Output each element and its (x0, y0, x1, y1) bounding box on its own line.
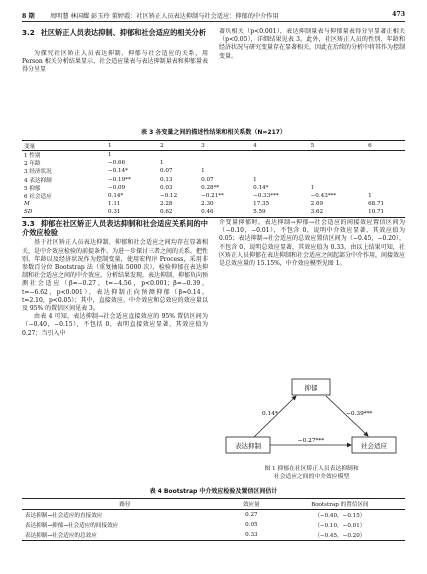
table-cell: 0.14* (108, 193, 124, 200)
caption-line: 图 1 抑郁在社区矫正人员表达抑制和 (264, 466, 359, 472)
table-cell: 2.28 (160, 201, 173, 208)
table-cell: 2.69 (310, 201, 324, 208)
table-row (22, 520, 405, 530)
table-cell (251, 151, 308, 160)
table-cell (366, 151, 405, 160)
table-row (22, 184, 405, 192)
table-header-row (22, 499, 405, 510)
section-heading: 3.2 社区矫正人员表达抑制、抑郁和社会适应的相关分析 (22, 28, 207, 37)
page-number: 473 (392, 11, 405, 18)
table-4 (22, 498, 405, 541)
paragraph: 由表 4 可知，表达抑制→社会适应直接效应的 95% 置信区间为（−0.40，−0.15），不包括 0，表明直接效应显著，其效应值为 0.27；当引入中 (22, 313, 208, 337)
table-cell (309, 151, 366, 160)
table-cell: 表达抑制→社会适应的直接效应 (25, 513, 103, 519)
paragraph: 基于社区矫正人员表达抑制、抑郁和社会适应之间均存在显著相关，是中介效应检验的前提条件。为进一步探讨三者之间的关系，把性别、年龄以及经济状况作为控制变量，使用宏程序 Process，采用非参数百分位 Bootstrap 法（重复抽取 5000 次），检验抑郁在表达抑制和社会适应之间的中介效应。分析结果发现，表达抑制、抑郁负向预测社会适应（β=−0.27，t=−4.56，p<0.001；β=−0.39，t=−6.62，p<0.001），表达抑制正向预测抑郁（β=0.14，t=2.10，p<0.05）；其中，直接效应、中介效应和总效应的效应量以及 95% 的置信区间见表 3。 (22, 239, 208, 313)
table-cell: 0.05 (245, 522, 258, 528)
table-cell: 1 (108, 152, 112, 159)
table-cell: 1 (310, 184, 315, 191)
table-cell: 1 (253, 176, 257, 183)
table-header: 3 (199, 141, 251, 151)
table-cell: 0.14* (253, 184, 269, 191)
figure-1-caption (218, 465, 405, 481)
table-row (22, 151, 405, 160)
table-header: 路径 (22, 499, 228, 510)
table-cell: 1 (368, 193, 372, 200)
table-cell (309, 167, 366, 175)
section-3-2-body-left (22, 50, 208, 122)
path-a-coef: 0.14* (262, 411, 278, 417)
mediator-label: 抑郁 (304, 384, 318, 392)
table-cell: （−0.45，−0.20） (275, 530, 405, 541)
table-cell: 0.28** (201, 184, 220, 191)
table-cell: 17.35 (253, 201, 270, 208)
table-cell: 表达抑制→社会适应的总效应 (22, 530, 228, 541)
table-cell: 4 表达抑制 (24, 177, 52, 184)
table-cell: 1.11 (108, 201, 121, 208)
table-cell: −0.19** (108, 176, 131, 183)
section-3-3 (22, 219, 208, 471)
table-cell (199, 159, 251, 167)
table-cell: 10.71 (366, 208, 405, 217)
paragraph: 介变量抑郁时，表达抑制→抑郁→社会适应的间接效应置信区间为（−0.10，−0.01），不包含 0，说明中介效应显著，其效应值为 0.05；表达抑制→社会适应的总效应置信区间为（−0.45，−0.20），不包含 0，说明总效应显著，其效应值为 0.33。由以上结果可知，社区矫正人员抑郁在表达抑制和社会适应之间起部分中介作用，间接效应是总效应量的 15.15%，中介效应模型见图 1。 (219, 219, 405, 268)
table-cell: 1 (201, 168, 205, 175)
caption-line: 社会适应之间的中介效应模型 (273, 474, 350, 480)
table-row (22, 167, 405, 175)
section-3-2-body-right (219, 28, 405, 118)
table-cell: −0.21** (201, 193, 224, 200)
table-cell: （−0.40，−0.15） (314, 513, 366, 519)
table-cell: （−0.10，−0.01） (314, 523, 366, 529)
table-header: 效应量 (228, 499, 275, 510)
table-cell: 3.62 (309, 208, 366, 217)
table-cell (366, 159, 405, 167)
table-cell (309, 159, 366, 167)
table-cell (366, 167, 405, 175)
table-cell: 3 经济状况 (24, 169, 52, 176)
section-heading: 3.3 抑郁在社区矫正人员表达抑制和社会适应关系间的中介效应检验 (22, 219, 208, 238)
table-cell: 5.59 (251, 208, 308, 217)
table-header: 5 (309, 141, 366, 151)
table-cell (309, 176, 366, 184)
table-cell: 2 年龄 (24, 161, 41, 168)
table-cell: 5 抑郁 (24, 185, 41, 192)
table-cell: 1 (160, 160, 164, 167)
table-cell: −0.09 (108, 184, 126, 191)
figure-1 (218, 375, 405, 461)
paragraph-continued: 著负相关（p<0.001），表达抑制量表与抑郁量表得分呈显著正相关（p<0.05），详细结果见表 3。此外，社区矫正人员的性别、年龄和经济状况与研究变量存在显著相关，因此在后续的分析中将其作为控制变量。 (219, 28, 405, 60)
table-cell: −0.33*** (253, 193, 279, 200)
table-header: Bootstrap 的置信区间 (275, 499, 405, 510)
header-rule (22, 21, 405, 22)
table-cell (158, 151, 199, 160)
table-3-caption: 表 3 各变量之间的描述性结果和相关系数（N=217） (141, 129, 286, 136)
table-cell (199, 151, 251, 160)
table-cell (366, 176, 405, 184)
section-3-3-right (219, 219, 405, 369)
section-3-2 (22, 28, 208, 39)
path-c-coef: −0.27*** (297, 438, 325, 444)
table-row (22, 159, 405, 167)
table-cell: 1 性别 (24, 153, 41, 160)
table-cell: −0.43*** (310, 193, 337, 200)
table-cell: 68.71 (368, 201, 385, 208)
table-cell: 0.62 (158, 208, 199, 217)
table-cell: 0.33 (228, 530, 275, 541)
table-cell: 0.07 (160, 168, 173, 175)
table-cell: 0.07 (201, 176, 214, 183)
table-cell (251, 167, 308, 175)
table-cell: 0.31 (106, 208, 158, 217)
table-3 (22, 140, 405, 218)
table-cell: 0.03 (160, 184, 173, 191)
table-cell: 0.13 (160, 176, 173, 183)
table-cell: −0.14* (108, 168, 128, 175)
table-cell (366, 184, 405, 192)
table-cell (251, 159, 308, 167)
table-4-caption: 表 4 Bootstrap 中介效应检验及置信区间估计 (149, 488, 278, 495)
table-row (22, 530, 405, 541)
paragraph: 为探究社区矫正人员表达抑制、抑郁与社会适应的关系，用 Person 相关分析结果显示，社会适应量表与表达抑制量表和抑郁量表得分呈显 (22, 50, 208, 74)
table-cell: 表达抑制→抑郁→社会适应的间接效应 (25, 523, 119, 529)
table-cell: SD (22, 208, 106, 217)
issue-number: 8 期 (22, 13, 35, 20)
table-header-row (22, 141, 405, 151)
outcome-label: 社会适应 (361, 442, 387, 450)
table-cell: −0.12 (160, 193, 178, 200)
table-cell: 6 社会适应 (24, 194, 52, 201)
table-row (22, 510, 405, 521)
table-header: 6 (366, 141, 405, 151)
table-cell: 2.30 (201, 201, 214, 208)
table-header: 2 (158, 141, 199, 151)
table-row (22, 200, 405, 208)
table-header: 1 (106, 141, 158, 151)
table-row (22, 208, 405, 217)
header-authors-title: 周明慧 林国耀 彭玉玲 董婷霞：社区矫正人员表达抑制与社会适应：抑郁的中介作用 (50, 13, 279, 20)
predictor-label: 表达抑制 (235, 442, 261, 450)
table-header: 变量 (22, 141, 106, 151)
path-b-coef: −0.39*** (346, 411, 373, 417)
table-cell: 0.27 (245, 512, 258, 518)
table-row (22, 192, 405, 200)
table-cell: −0.66 (108, 160, 126, 167)
mediation-diagram (218, 375, 405, 461)
table-cell: 0.46 (199, 208, 251, 217)
table-row (22, 176, 405, 184)
table-header: 4 (251, 141, 308, 151)
table-cell: M (24, 201, 30, 208)
